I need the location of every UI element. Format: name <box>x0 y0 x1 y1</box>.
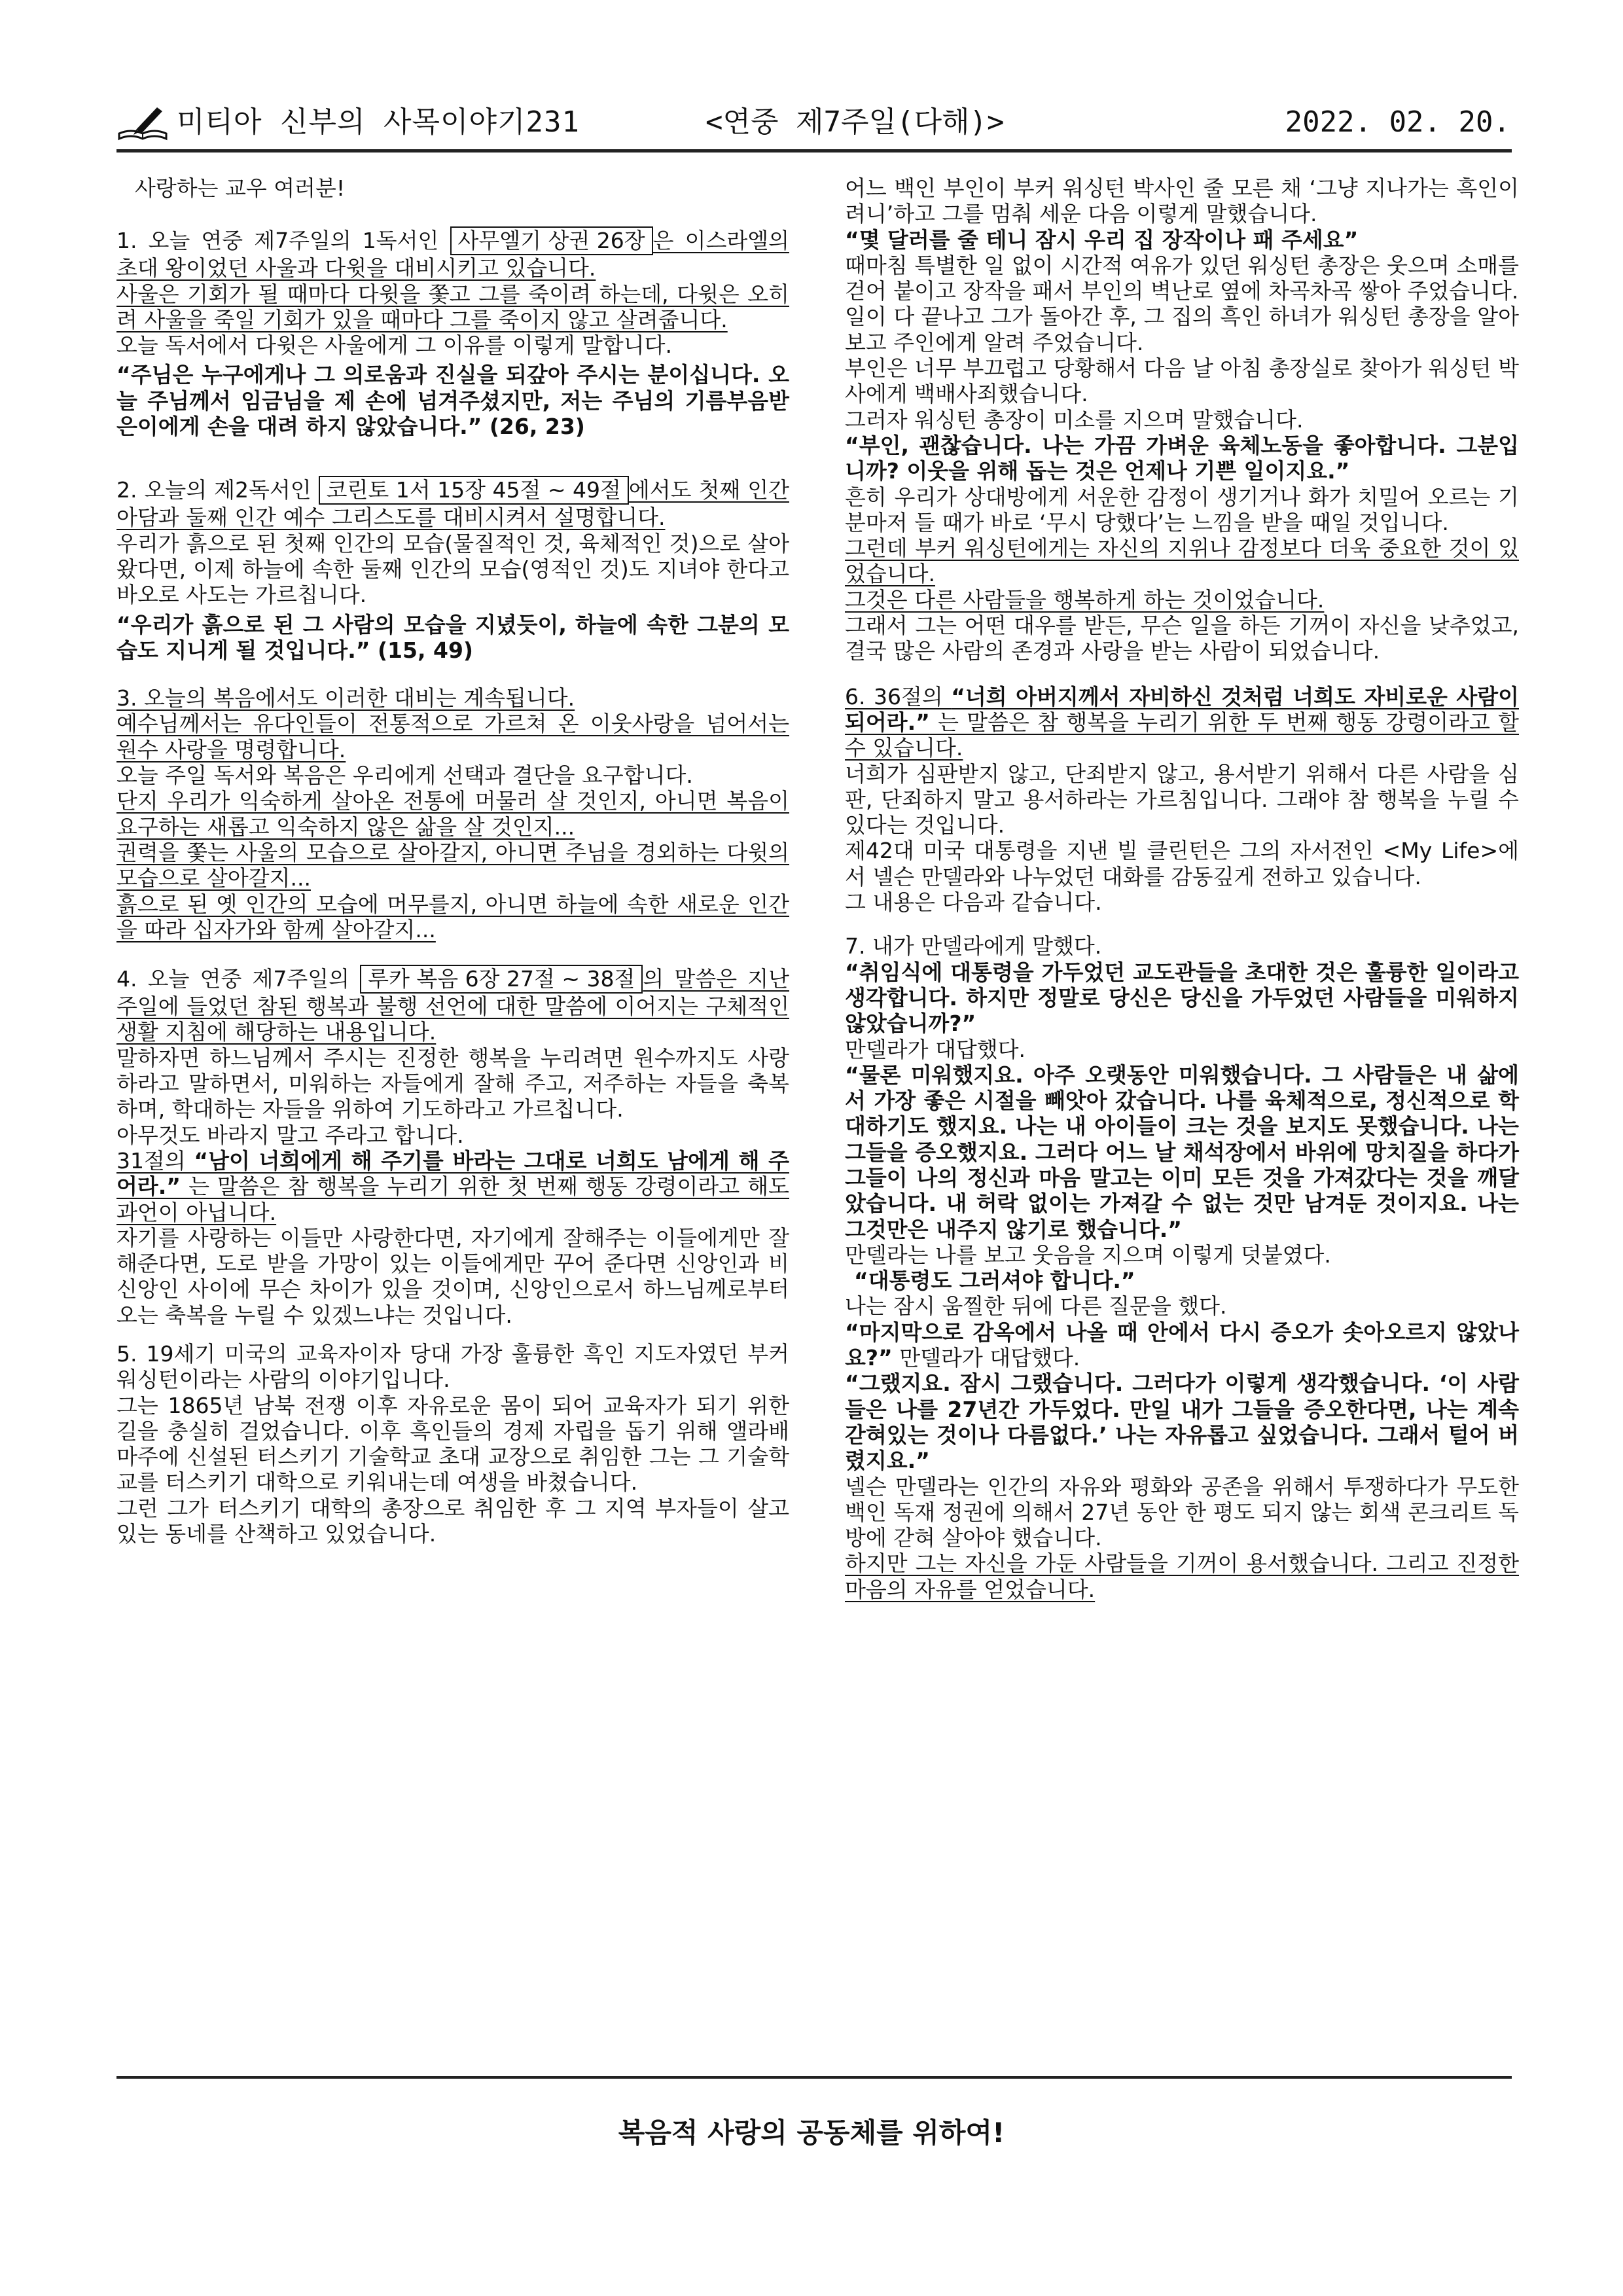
s3-heading: 3. 오늘의 복음에서도 이러한 대비는 계속됩니다. <box>116 685 575 711</box>
s5-text-2: 그는 1865년 남북 전쟁 이후 자유로운 몸이 되어 교육자가 되기 위한 길을 충실히 걸었습니다. 이후 흑인들의 경제 자립을 돕기 위해 앨라배마주에 신설된 터스키기 기술학교 초대 교장으로 취임한 그는 그 기술학교를 터스키기 대학으로 키워내는데 여생을 바쳤습니다. <box>116 1392 789 1496</box>
s7-text-1: 만델라가 대답했다. <box>845 1036 1026 1062</box>
s3-underlined-1: 예수님께서는 유다인들이 전통적으로 가르쳐 온 이웃사랑을 넘어서는 원수 사랑을 명령합니다. <box>116 711 789 762</box>
s3-text: 오늘 주일 독서와 복음은 우리에게 선택과 결단을 요구합니다. <box>116 762 693 789</box>
s5-text-3: 그런 그가 터스키기 대학의 총장으로 취임한 후 그 지역 부자들이 살고 있는 동네를 산책하고 있었습니다. <box>116 1495 789 1547</box>
r-text-5: 그러자 워싱턴 총장이 미소를 지으며 말했습니다. <box>845 406 1304 433</box>
r-text-2: 때마침 특별한 일 없이 시간적 여유가 있던 워싱턴 총장은 웃으며 소매를 걷어 붙이고 장작을 패서 부인의 벽난로 옆에 차곡차곡 쌓아 주었습니다. <box>845 252 1519 304</box>
s4-u-post: 는 말씀은 참 행복을 누리기 위한 첫 번째 행동 강령이라고 해도 과언이 아닙니다. <box>116 1174 789 1225</box>
r-quote-1: “몇 달러를 줄 테니 잠시 우리 집 장작이나 패 주세요” <box>845 226 1359 253</box>
section-4-intro <box>116 965 789 1045</box>
r-text-7: 그래서 그는 어떤 대우를 받든, 무슨 일을 하든 기꺼이 자신을 낮추었고, 결국 많은 사람의 존경과 사랑을 받는 사람이 되었습니다. <box>845 613 1519 664</box>
s1-underlined: 사울은 기회가 될 때마다 다윗을 쫓고 그를 죽이려 하는데, 다윗은 오히려 사울을 죽일 기회가 있을 때마다 그를 죽이지 않고 살려줍니다. <box>116 281 789 332</box>
s6-pre: 6. 36절의 <box>845 683 952 709</box>
r-underlined-2: 그것은 다른 사람들을 행복하게 하는 것이었습니다. <box>845 586 1325 613</box>
s3-underlined-3: 권력을 쫓는 사울의 모습으로 살아갈지, 아니면 주님을 경외하는 다윗의 모습으로 살아갈지... <box>116 839 789 891</box>
r-text-6: 흔히 우리가 상대방에게 서운한 감정이 생기거나 화가 치밀어 오르는 기분마저 들 때가 바로 ‘무시 당했다’는 느낌을 받을 때일 것입니다. <box>845 484 1519 535</box>
r-text-4: 부인은 너무 부끄럽고 당황해서 다음 날 아침 총장실로 찾아가 워싱턴 박사에게 백배사죄했습니다. <box>845 355 1519 407</box>
footer-rule <box>116 2076 1512 2079</box>
s1-post: 은 이스라엘의 초대 왕이었던 사울과 다윗을 대비시키고 있습니다. <box>116 228 789 281</box>
s3-underlined-4: 흙으로 된 옛 인간의 모습에 머무를지, 아니면 하늘에 속한 새로운 인간을 따라 십자가와 함께 살아갈지... <box>116 891 789 942</box>
s4-u-pre: 31절의 <box>116 1147 194 1174</box>
s1-quote: “주님은 누구에게나 그 의로움과 진실을 되갚아 주시는 분이십니다. 오늘 주님께서 임금님을 제 손에 넘겨주셨지만, 저는 주님의 기름부음받은이에게 손을 대려 하지 않았습니다.” (26, 23) <box>116 362 789 440</box>
reading-ref-box: 사무엘기 상권 26장 <box>450 226 653 255</box>
page-header <box>116 98 1510 144</box>
s4-underlined <box>116 1148 789 1225</box>
section-1-intro <box>116 226 789 281</box>
s7-underlined: 하지만 그는 자신을 가둔 사람들을 기꺼이 용서했습니다. 그리고 진정한 마음의 자유를 얻었습니다. <box>845 1551 1519 1602</box>
s7-heading: 7. 내가 만델라에게 말했다. <box>845 933 1102 960</box>
s3-underlined-2: 단지 우리가 익숙하게 살아온 전통에 머물러 살 것인지, 아니면 복음이 요구하는 새롭고 익숙하지 않은 삶을 살 것인지... <box>116 788 789 840</box>
right-column <box>845 175 1519 1602</box>
s7-text-4: 만델라가 대답했다. <box>892 1345 1080 1371</box>
s1-pre: 1. 오늘 연중 제7주일의 1독서인 <box>116 228 450 254</box>
greeting: 사랑하는 교우 여러분! <box>135 175 346 201</box>
issue-date: 2022. 02. 20. <box>1285 105 1510 139</box>
s4-post: 의 말씀은 지난 주일에 들었던 참된 행복과 불행 선언에 대한 말씀에 이어지는 구체적인 생활 지침에 해당하는 내용입니다. <box>116 966 790 1045</box>
s7-quote-2: “물론 미워했지요. 아주 오랫동안 미워했습니다. 그 사람들은 내 삶에서 가장 좋은 시절을 빼앗아 갔습니다. 나를 육체적으로, 정신적으로 학대하기도 했지요. 나는 내 아이들이 크는 것을 보지도 못했습니다. 나는 그들을 증오했지요. 그러다 어느 날 채석장에서 바위에 망치질을 하다가 그들이 나의 정신과 마음 말고는 이미 모든 것을 가져갔다는 것을 깨달았습니다. 내 허락 없이는 가져갈 수 없는 것만 남겨둔 것이지요. 나는 그것만은 내주지 않기로 했습니다.” <box>845 1062 1519 1242</box>
s6-text-1: 너희가 심판받지 않고, 단죄받지 않고, 용서받기 위해서 다른 사람을 심판, 단죄하지 말고 용서하라는 가르침입니다. 그래야 참 행복을 누릴 수 있다는 것입니다. <box>845 761 1519 838</box>
s6-text-2: 제42대 미국 대통령을 지낸 빌 클린턴은 그의 자서전인 <My Life>에서 넬슨 만델라와 나누었던 대화를 감동깊게 전하고 있습니다. <box>845 838 1519 889</box>
s2-text: 우리가 흙으로 된 첫째 인간의 모습(물질적인 것, 육체적인 것)으로 살아왔다면, 이제 하늘에 속한 둘째 인간의 모습(영적인 것)도 지녀야 한다고 바오로 사도는 가르칩니다. <box>116 530 789 608</box>
s1-text: 오늘 독서에서 다윗은 사울에게 그 이유를 이렇게 말합니다. <box>116 332 672 359</box>
left-column <box>116 175 789 1547</box>
s7-text-3: 나는 잠시 움찔한 뒤에 다른 질문을 했다. <box>845 1293 1227 1319</box>
reading-ref-box: 루카 복음 6장 27절 ~ 38절 <box>360 965 643 994</box>
reading-ref-box: 코린토 1서 15장 45절 ~ 49절 <box>319 476 629 505</box>
s4-pre: 4. 오늘 연중 제7주일의 <box>116 966 361 992</box>
s6-post: 는 말씀은 참 행복을 누리기 위한 두 번째 행동 강령이라고 할 수 있습니다. <box>845 709 1519 761</box>
s7-quote-1: “취임식에 대통령을 가두었던 교도관들을 초대한 것은 훌륭한 일이라고 생각합니다. 하지만 정말로 당신은 당신을 가두었던 사람들을 미워하지 않았습니까?” <box>845 959 1519 1037</box>
r-quote-2: “부인, 괜찮습니다. 나는 가끔 가벼운 육체노동을 좋아합니다. 그분입니까? 이웃을 위해 돕는 것은 언제나 기쁜 일이지요.” <box>845 432 1519 484</box>
s7-q4-line <box>845 1319 1519 1371</box>
r-text-3: 일이 다 끝나고 그가 돌아간 후, 그 집의 흑인 하녀가 워싱턴 총장을 알아보고 주인에게 알려 주었습니다. <box>845 304 1519 355</box>
s4-text-3: 자기를 사랑하는 이들만 사랑한다면, 자기에게 잘해주는 이들에게만 잘해준다면, 도로 받을 가망이 있는 이들에게만 꾸어 준다면 신앙인과 비신앙인 사이에 무슨 차이가 있을 것이며, 신앙인으로서 하느님께로부터 오는 축복을 누릴 수 있겠느냐는 것입니다. <box>116 1225 789 1328</box>
s2-post: 에서도 첫째 인간 아담과 둘째 인간 예수 그리스도를 대비시켜서 설명합니다. <box>116 477 789 531</box>
s2-pre: 2. 오늘의 제2독서인 <box>116 477 319 503</box>
s7-text-5: 넬슨 만델라는 인간의 자유와 평화와 공존을 위해서 투쟁하다가 무도한 백인 독재 정권에 의해서 27년 동안 한 평도 되지 않는 회색 콘크리트 독방에 갇혀 살아야 했습니다. <box>845 1473 1519 1551</box>
liturgical-day: <연중 제7주일(다해)> <box>705 105 1005 139</box>
s2-quote: “우리가 흙으로 된 그 사람의 모습을 지녔듯이, 하늘에 속한 그분의 모습도 지니게 될 것입니다.” (15, 49) <box>116 611 789 663</box>
header-rule <box>116 149 1512 152</box>
r-text-1: 어느 백인 부인이 부커 워싱턴 박사인 줄 모른 채 ‘그냥 지나가는 흑인이려니’하고 그를 멈춰 세운 다음 이렇게 말했습니다. <box>845 175 1519 227</box>
s4-text-1: 말하자면 하느님께서 주시는 진정한 행복을 누리려면 원수까지도 사랑하라고 말하면서, 미워하는 자들에게 잘해 주고, 저주하는 자들을 축복하며, 학대하는 자들을 위하여 기도하라고 가르칩니다. <box>116 1045 789 1122</box>
s6-text-3: 그 내용은 다음과 같습니다. <box>845 889 1102 916</box>
s6-quote: “너희 아버지께서 자비하신 것처럼 너희도 자비로운 사람이 되어라.” <box>845 683 1519 735</box>
newsletter-title: 미티아 신부의 사목이야기231 <box>177 105 580 139</box>
pen-and-book-icon <box>116 103 169 143</box>
s7-quote-4: “마지막으로 감옥에서 나올 때 안에서 다시 증오가 솟아오르지 않았나요?” <box>845 1319 1519 1371</box>
s4-quote: “남이 너희에게 해 주기를 바라는 그대로 너희도 남에게 해 주어라.” <box>116 1147 789 1200</box>
s7-quote-5: “그랬지요. 잠시 그랬습니다. 그러다가 이렇게 생각했습니다. ‘이 사람들은 나를 27년간 가두었다. 만일 내가 그들을 증오한다면, 나는 계속 갇혀있는 것이나 다름없다.’ 나는 자유롭고 싶었습니다. 그래서 털어 버렸지요.” <box>845 1371 1519 1474</box>
s4-text-2: 아무것도 바라지 말고 주라고 합니다. <box>116 1122 464 1148</box>
section-2-intro <box>116 476 789 530</box>
r-underlined-1: 그런데 부커 워싱턴에게는 자신의 지위나 감정보다 더욱 중요한 것이 있었습니다. <box>845 535 1519 587</box>
s7-text-2: 만델라는 나를 보고 웃음을 지으며 이렇게 덧붙였다. <box>845 1242 1331 1268</box>
s7-quote-3: “대통령도 그러셔야 합니다.” <box>854 1268 1135 1294</box>
section-6-intro <box>845 684 1519 761</box>
s5-text-1: 5. 19세기 미국의 교육자이자 당대 가장 훌륭한 흑인 지도자였던 부커 워싱턴이라는 사람의 이야기입니다. <box>116 1340 789 1393</box>
footer-slogan: 복음적 사랑의 공동체를 위하여! <box>618 2117 1005 2149</box>
